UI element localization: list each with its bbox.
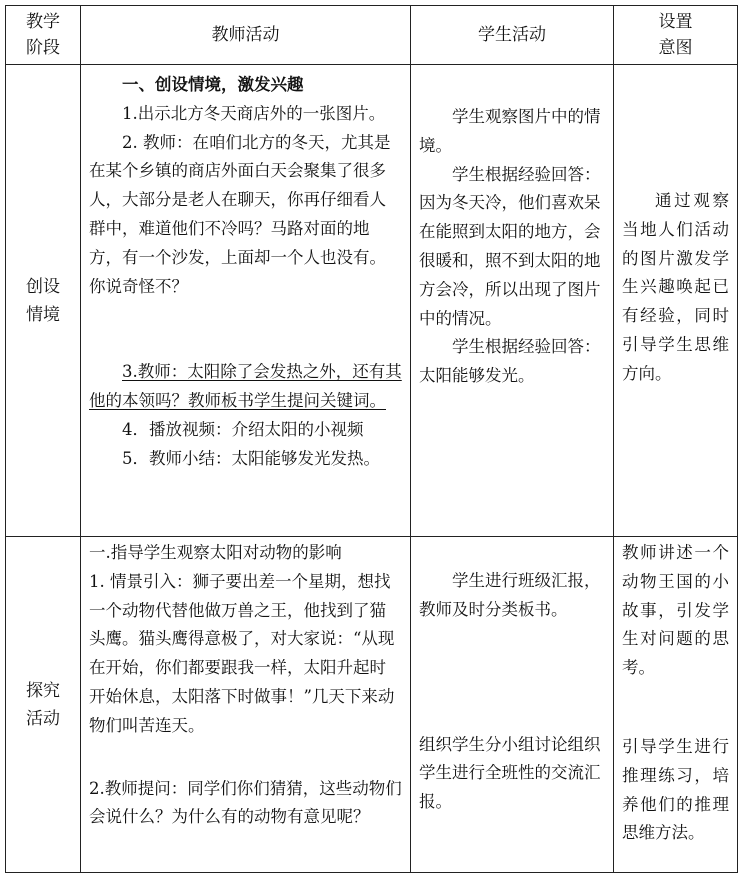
section-title: 一.指导学生观察太阳对动物的影响 — [89, 543, 342, 562]
teacher-step-3: 3.教师：太阳除了会发热之外，还有其他的本领吗？教师板书学生提问关键词。 — [89, 362, 402, 411]
teacher-step-2: 2. 教师：在咱们北方的冬天，尤其是在某个乡镇的商店外面白天会聚集了很多人，大部分是老人在聊天，你再仔细看人群中，难道他们不冷吗？马路对面的地方，有一个沙发，上面却一个人也没有。你说奇怪不？ — [89, 132, 391, 296]
header-intent-line2: 意图 — [658, 38, 693, 58]
stage-scenario-line2: 情境 — [26, 304, 60, 325]
intent-text-2: 引导学生进行推理练习，培养他们的推理思维方法。 — [622, 736, 729, 843]
header-stage-line2: 阶段 — [26, 38, 60, 58]
teacher-step-4: 4．播放视频：介绍太阳的小视频 — [122, 419, 364, 439]
header-design-intent — [614, 6, 738, 65]
intent-text: 通过观察当地人们活动的图片激发学生兴趣唤起已有经验，同时引导学生思维方向。 — [622, 191, 729, 383]
header-stage — [6, 6, 81, 65]
design-intent-scenario — [614, 65, 738, 537]
teacher-step-1: 1.出示北方冬天商店外的一张图片。 — [122, 103, 386, 123]
header-teacher-activity: 教师活动 — [81, 6, 411, 65]
student-step-1: 学生进行班级汇报，教师及时分类板书。 — [419, 571, 601, 619]
section-title: 一、创设情境，激发兴趣 — [122, 75, 304, 94]
header-student-activity: 学生活动 — [411, 6, 614, 65]
stage-scenario-line1: 创设 — [26, 276, 60, 297]
teacher-step-2: 2.教师提问：同学们你们猜猜，这些动物们会说什么？为什么有的动物有意见呢？ — [89, 778, 402, 827]
stage-exploration — [6, 537, 81, 873]
student-step-3: 学生根据经验回答：太阳能够发光。 — [419, 337, 601, 386]
header-row — [6, 6, 738, 65]
teacher-step-1: 1. 情景引入：狮子要出差一个星期，想找一个动物代替他做万兽之王，他找到了猫头鹰。猫头鹰得意极了，对大家说：“从现在开始，你们都要跟我一样，太阳升起时开始休息，太阳落下时做事！”几天下来动物们叫苦连天。 — [89, 571, 395, 735]
intent-text-1: 教师讲述一个动物王国的小故事，引发学生对问题的思考。 — [622, 543, 729, 678]
student-step-2: 学生根据经验回答：因为冬天冷，他们喜欢呆在能照到太阳的地方，会很暖和，照不到太阳的地方会冷，所以出现了图片中的情况。 — [419, 164, 601, 328]
row-scenario — [6, 65, 738, 537]
teacher-step-5: 5．教师小结：太阳能够发光发热。 — [122, 448, 380, 468]
student-activity-scenario — [411, 65, 614, 537]
teacher-activity-scenario — [81, 65, 411, 537]
teacher-activity-exploration — [81, 537, 411, 873]
header-stage-line1: 教学 — [26, 12, 60, 32]
student-step-1: 学生观察图片中的情境。 — [419, 107, 601, 155]
design-intent-exploration — [614, 537, 738, 873]
stage-exploration-line1: 探究 — [26, 680, 60, 701]
stage-exploration-line2: 活动 — [26, 708, 60, 729]
lesson-plan-table — [5, 5, 738, 873]
student-step-2: 组织学生分小组讨论组织学生进行全班性的交流汇报。 — [419, 734, 601, 812]
header-intent-line1: 设置 — [658, 12, 693, 32]
row-exploration — [6, 537, 738, 873]
stage-scenario — [6, 65, 81, 537]
student-activity-exploration — [411, 537, 614, 873]
